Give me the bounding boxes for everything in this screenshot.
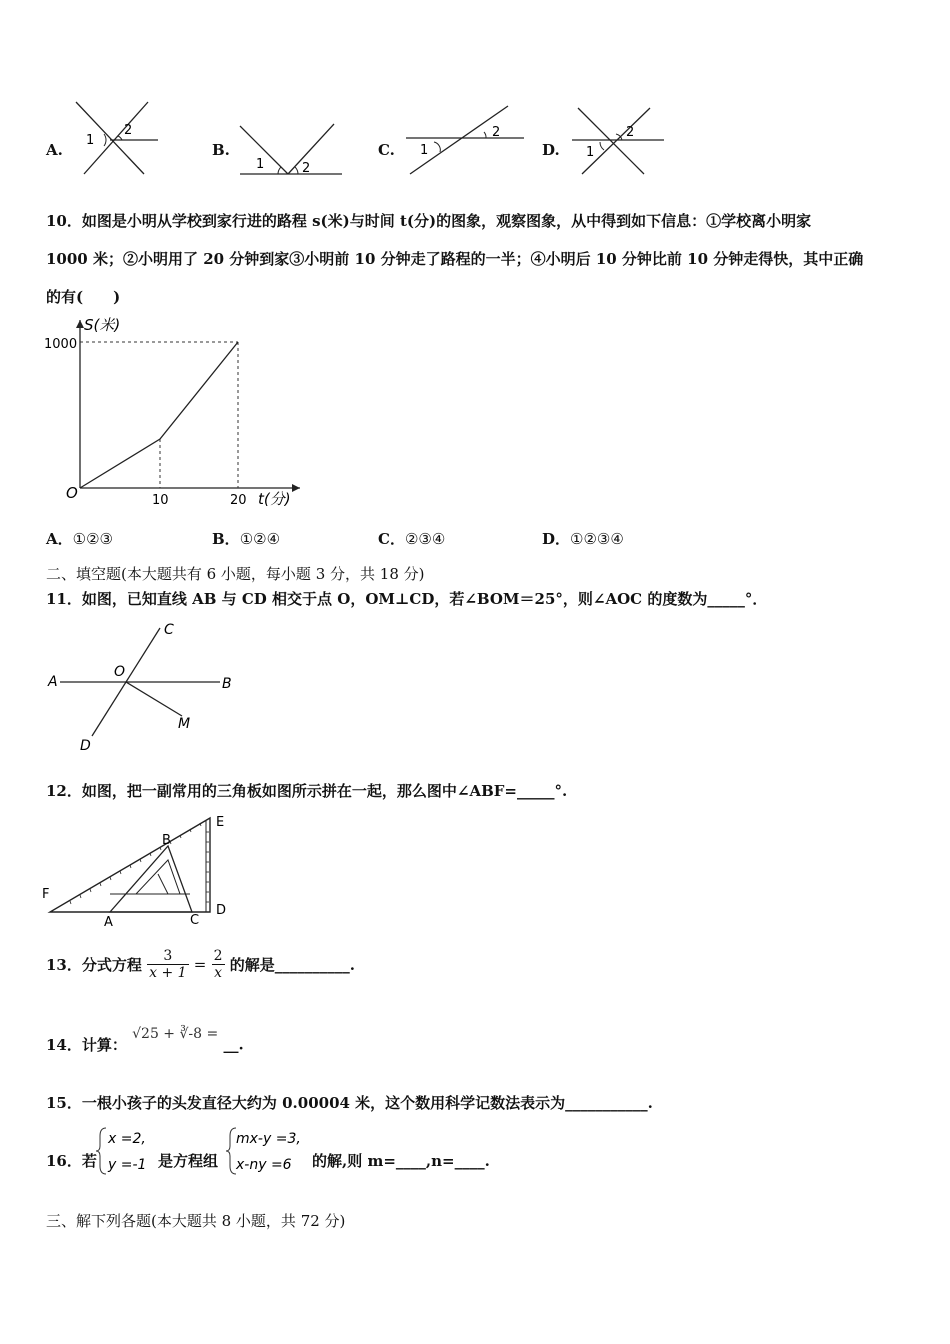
q16-prefix: 16．若: [46, 1152, 97, 1170]
q9-b-angle2: 2: [302, 161, 311, 176]
q14-expression: √25 + ∛-8 =: [132, 1026, 219, 1042]
q9-a-angle1: 1: [86, 133, 95, 148]
q10-origin: O: [66, 484, 78, 502]
q12-figure: [40, 812, 240, 932]
q10-line-1: 10．如图是小明从学校到家行进的路程 s(米)与时间 t(分)的图象，观察图象，从中得到如下信息：①学校离小明家: [46, 212, 812, 230]
q14-prefix: 14．计算：: [46, 1036, 127, 1054]
q13-den1: x + 1: [149, 965, 187, 981]
q10-option-c-label: C．: [378, 530, 405, 548]
q10-x-tick-20: 20: [230, 493, 247, 508]
q10-y-tick-1000: 1000: [44, 337, 78, 352]
q10-option-d-text: ①②③④: [570, 530, 624, 548]
section-3-heading: 三、解下列各题(本大题共 8 小题，共 72 分): [46, 1212, 346, 1230]
q9-b-angle1: 1: [256, 157, 265, 172]
q14-line: [46, 1026, 244, 1055]
q9-option-a-figure: [70, 98, 162, 178]
q10-option-d: [542, 528, 624, 549]
q9-option-b-figure: [236, 120, 346, 178]
q16-system-2-brace: [226, 1124, 310, 1178]
q13-prefix: 13．分式方程: [46, 956, 142, 974]
q10-x-tick-10: 10: [152, 493, 169, 508]
q13-den2: x: [214, 965, 222, 981]
q9-option-c-label: C.: [378, 141, 395, 159]
q9-option-c-figure: [402, 104, 528, 176]
q10-option-b: [212, 528, 280, 549]
q11-label-d: D: [80, 738, 91, 754]
q9-a-angle2: 2: [124, 123, 133, 138]
q16-sys1-line2: y =-1: [108, 1157, 147, 1173]
q13-fraction-left: [147, 948, 188, 981]
q9-option-b-label: B.: [212, 141, 230, 159]
q13-fraction-right: [212, 948, 225, 981]
q10-distance-time-graph: [40, 312, 320, 512]
q15-text: 15．一根小孩子的头发直径大约为 0.00004 米，这个数用科学记数法表示为___________.: [46, 1094, 653, 1112]
q11-figure: [44, 618, 244, 758]
q16-mid: 是方程组: [158, 1152, 219, 1170]
q10-line-3: 的有( ): [46, 288, 121, 306]
q11-ray-om: [126, 682, 182, 716]
q10-option-c: [378, 528, 445, 549]
q9-c-angle2: 2: [492, 125, 501, 140]
q10-option-b-label: B．: [212, 530, 240, 548]
q16-system-1-brace: [96, 1124, 156, 1178]
q12-label-d: D: [216, 903, 227, 918]
q13-suffix: 的解是__________.: [229, 956, 355, 974]
q14-suffix: __.: [223, 1035, 244, 1054]
q10-path-line: [80, 342, 238, 488]
q11-label-o: O: [114, 664, 126, 680]
q10-y-arrow: [76, 320, 84, 328]
q13-line: [46, 948, 355, 981]
q9-d-angle1: 1: [586, 145, 595, 160]
q12-label-c: C: [190, 913, 200, 928]
q11-label-c: C: [164, 622, 174, 638]
q13-num1: 3: [147, 948, 188, 965]
q16-sys2-line2: x-ny =6: [236, 1157, 292, 1173]
q12-text: 12．如图，把一副常用的三角板如图所示拼在一起，那么图中∠ABF=_____°.: [46, 782, 568, 800]
q10-option-a-label: A．: [46, 530, 73, 548]
q10-y-label: S(米): [84, 316, 121, 334]
q11-label-m: M: [178, 716, 191, 732]
q11-label-a: A: [48, 674, 58, 690]
q16-sys2-line1: mx-y =3,: [236, 1131, 301, 1147]
q11-text: 11．如图，已知直线 AB 与 CD 相交于点 O，OM⊥CD，若∠BOM＝25°，则∠AOC 的度数为_____°．: [46, 590, 768, 608]
q10-option-a: [46, 528, 113, 549]
q10-option-b-text: ①②④: [239, 530, 281, 548]
q12-label-f: F: [42, 887, 50, 902]
q10-option-a-text: ①②③: [72, 530, 113, 548]
q12-label-b: B: [162, 833, 171, 848]
q9-option-a-label: A.: [46, 141, 63, 159]
q12-inner-triangle: [136, 860, 180, 894]
q9-c-angle1: 1: [420, 143, 429, 158]
q10-option-d-label: D．: [542, 530, 571, 548]
q12-label-e: E: [216, 815, 225, 830]
q10-line-2: 1000 米；②小明用了 20 分钟到家③小明前 10 分钟走了路程的一半；④小明后 10 分钟比前 10 分钟走得快，其中正确: [46, 250, 864, 268]
q13-equals: =: [193, 955, 207, 974]
q13-num2: 2: [213, 948, 223, 964]
q16-suffix: 的解,则 m=____,n=____.: [312, 1152, 490, 1170]
q9-option-d-label: D.: [542, 141, 560, 159]
q11-label-b: B: [222, 676, 232, 692]
q9-option-d-figure: [568, 104, 668, 178]
q16-sys1-line1: x =2,: [108, 1131, 146, 1147]
q10-x-arrow: [292, 484, 300, 492]
q10-x-label: t(分): [258, 490, 291, 508]
q12-inner-diag: [158, 874, 168, 894]
q10-option-c-text: ②③④: [404, 530, 446, 548]
section-2-heading: 二、填空题(本大题共有 6 小题，每小题 3 分，共 18 分): [46, 565, 425, 583]
q12-label-a: A: [104, 915, 113, 930]
q9-d-angle2: 2: [626, 125, 635, 140]
